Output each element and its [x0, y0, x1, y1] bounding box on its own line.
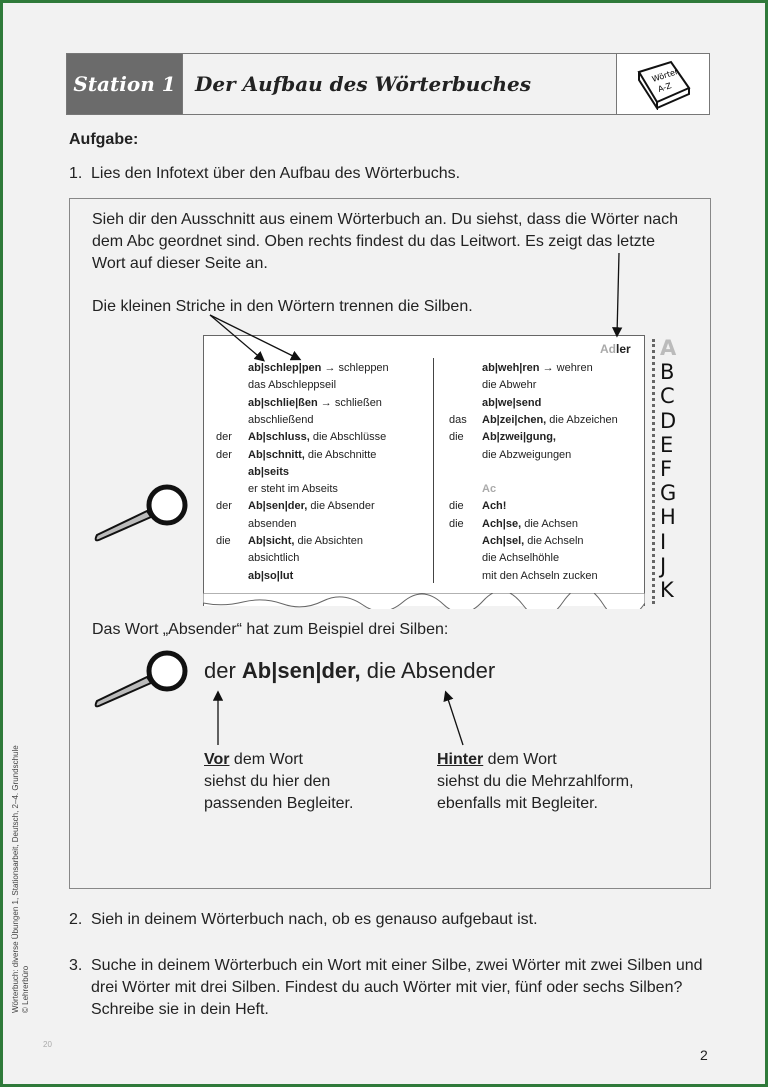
dictionary-entry: Ab|sicht, die Absichten	[248, 535, 363, 547]
dictionary-entry: ab|schlep|pen → schleppen	[248, 362, 389, 374]
dictionary-entry: Ab|schnitt, die Abschnitte	[248, 448, 377, 461]
dictionary-entry: Ab|zei|chen, die Abzeichen	[482, 413, 618, 426]
magnifier-icon	[89, 481, 199, 551]
entry-article: der	[216, 500, 232, 513]
alphabet-letter: J	[660, 553, 667, 578]
entry-article: die	[449, 517, 464, 530]
alphabet-letter: H	[660, 505, 676, 530]
dictionary-entry: er steht im Abseits	[248, 483, 338, 496]
alphabet-letter: A	[660, 336, 677, 360]
copyright-note: Wörterbuch: diverse Übungen 1, Stationsarbeit, Deutsch, 2–4. Grundschule © Lehrerbüro	[11, 745, 30, 1013]
svg-text:A-Z: A-Z	[656, 81, 673, 94]
alphabet-letter: I	[660, 529, 667, 554]
dictionary-entry: Ach|se, die Achsen	[482, 517, 579, 530]
dictionary-entry: mit den Achseln zucken	[482, 569, 598, 582]
leitwort-arrow	[617, 253, 619, 335]
dictionary-entry: die Abwehr	[482, 379, 537, 392]
info-paragraph-1: Sieh dir den Ausschnitt aus einem Wörterbuch an. Du siehst, dass die Wörter nach dem Abc geordnet sind. Oben rechts findest du das Leitwort. Es zeigt das letzte Wort auf dieser Seite an.	[92, 211, 679, 272]
dictionary-entry: abschließend	[248, 413, 314, 426]
task-3: 3. Suche in deinem Wörterbuch ein Wort mit einer Silbe, zwei Wörter mit zwei Silben und drei Wörter mit drei Silben. Findest du auch Wörter mit vier, fünf oder sechs Silben? Schreibe sie in dein Heft.	[69, 957, 703, 1018]
dictionary-entry: ab|so|lut	[248, 569, 294, 582]
worksheet-title: Der Aufbau des Wörterbuches	[182, 54, 617, 114]
info-paragraph-2: Die kleinen Striche in den Wörtern trennen die Silben.	[92, 298, 473, 315]
dictionary-entry: das Abschleppseil	[248, 379, 337, 392]
small-number: 20	[43, 1040, 52, 1049]
task-2: 2. Sieh in deinem Wörterbuch nach, ob es genauso aufgebaut ist.	[69, 911, 538, 928]
vor-explanation: Vor dem Wort siehst du hier den passenden Begleiter.	[204, 751, 354, 812]
dictionary-entry: Ach!	[482, 500, 507, 513]
worksheet-page	[3, 3, 765, 1084]
alphabet-letter: B	[660, 360, 675, 385]
dictionary-entry: ab|we|send	[482, 396, 542, 409]
dictionary-entry: ab|schlie|ßen → schließen	[248, 396, 382, 409]
dictionary-entry: die Achselhöhle	[482, 552, 560, 565]
entry-article: der	[216, 448, 232, 461]
svg-text:Wörter: Wörter	[650, 67, 680, 84]
example-word: der Ab|sen|der, die Absender	[204, 658, 496, 683]
dictionary-entry: ab|weh|ren → wehren	[482, 362, 593, 374]
station-label: Station 1	[67, 54, 182, 114]
mehrzahl-arrow	[446, 693, 463, 745]
page-number: 2	[700, 1047, 708, 1063]
dictionary-entry: die Abzweigungen	[482, 448, 572, 461]
dictionary-entry: absenden	[248, 517, 297, 530]
entry-article: die	[449, 500, 464, 513]
entry-article: der	[216, 431, 232, 444]
task-1: 1. Lies den Infotext über den Aufbau des Wörterbuchs.	[69, 165, 461, 182]
dictionary-entry: ab|seits	[248, 465, 289, 478]
dictionary-entry: absichtlich	[248, 552, 300, 565]
alphabet-letter: D	[660, 408, 677, 433]
alphabet-letter: G	[660, 481, 677, 506]
dictionary-entry: Ach|sel, die Achseln	[482, 535, 584, 547]
section-heading: Ac	[482, 483, 497, 496]
magnifier-icon	[89, 647, 199, 717]
hinter-explanation: Hinter dem Wort siehst du die Mehrzahlform, ebenfalls mit Begleiter.	[437, 751, 634, 812]
task-heading: Aufgabe:	[69, 131, 139, 148]
alphabet-letter: F	[660, 457, 673, 481]
dictionary-entry: Ab|zwei|gung,	[482, 431, 556, 444]
entry-article: die	[216, 535, 231, 547]
leitwort: Adler	[600, 342, 631, 356]
alphabet-letter: C	[660, 384, 675, 409]
alphabet-letter: E	[660, 432, 674, 457]
info-paragraph-3: Das Wort „Absender“ hat zum Beispiel drei Silben:	[92, 621, 449, 638]
dictionary-entry: Ab|sen|der, die Absender	[248, 500, 375, 513]
dictionary-entry: Ab|schluss, die Abschlüsse	[248, 431, 387, 444]
entry-article: die	[449, 431, 464, 444]
entry-article: das	[449, 413, 467, 426]
alphabet-letter: K	[660, 578, 674, 602]
